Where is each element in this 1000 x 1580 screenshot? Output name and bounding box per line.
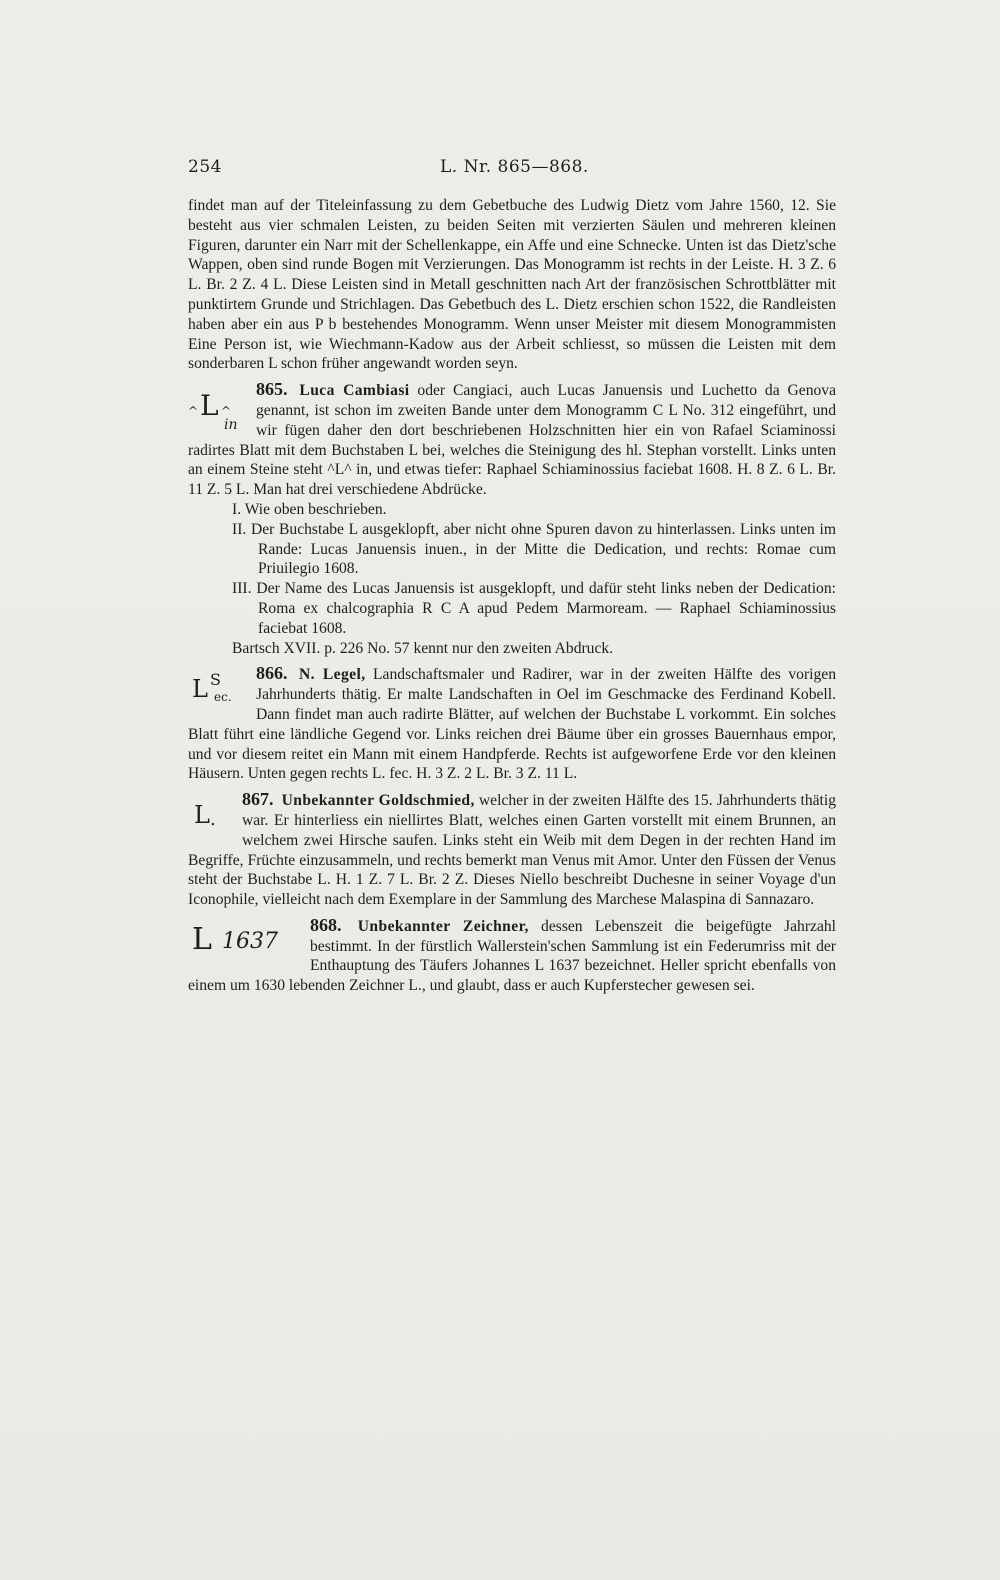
entry-865-name: Luca Cambiasi (299, 382, 410, 400)
monogram-868-year: 1637 (222, 928, 278, 954)
entry-866-number: 866. (256, 663, 288, 684)
entry-865-text: oder Cangiaci, auch Lucas Januensis und Luchetto da Genova genannt, ist schon im zweiten Bande unter dem Monogramm C L No. 312 eingeführt, und wir fügen daher den dort beschriebenen Holzschnitten hier ein von Rafael Sciaminossi radirtes Blatt mit dem Buchstaben L bei, welches die Steinigung des hl. Stephan vorstellt. Links unten an einem Steine steht ^L^ in, und etwas tiefer: Raphael Schiaminossius faciebat 1608. H. 8 Z. 6 L. Br. 11 Z. 5 L. Man hat drei verschiedene Abdrücke. (188, 382, 837, 499)
entry-866-name: N. Legel, (299, 666, 366, 684)
monogram-867 (188, 792, 238, 836)
monogram-868 (188, 918, 306, 966)
entry-865 (188, 380, 836, 658)
entry-868-name: Unbekannter Zeichner, (357, 917, 529, 935)
entry-867-number: 867. (242, 789, 274, 810)
entry-865-state-3: III. Der Name des Lucas Januensis ist ausgeklopft, und dafür steht links neben der Dedication: Roma ex chalcographia R C A apud Pedem Marmoream. — Raphael Schiaminossius faciebat 1608. (232, 580, 836, 637)
monogram-866-s: S (210, 670, 221, 690)
running-header (188, 157, 836, 183)
monogram-865 (188, 382, 252, 434)
monogram-866 (188, 666, 252, 712)
monogram-865-suffix: in (224, 417, 238, 434)
entry-868 (188, 916, 836, 996)
monogram-867-dot: . (210, 809, 216, 831)
entry-865-number: 865. (256, 379, 288, 400)
entry-867 (188, 790, 836, 910)
entry-867-name: Unbekannter Goldschmied, (281, 792, 475, 810)
entry-865-state-1: I. Wie oben beschrieben. (232, 500, 387, 518)
entry-868-text: dessen Lebenszeit die beigefügte Jahrzahl bestimmt. In der fürstlich Wallerstein'schen Sammlung ist ein Federumriss mit der Enthauptung des Täufers Johannes L 1637 bezeichnet. Heller spricht ebenfalls von einem um 1630 lebenden Zeichner L., und glaubt, dass er auch Kupferstecher gewesen sei. (188, 917, 837, 995)
monogram-865-caret-right: ^ (221, 404, 232, 419)
page-body (188, 196, 836, 996)
running-title: L. Nr. 865—868. (440, 157, 589, 177)
monogram-865-caret-left: ^ (188, 404, 199, 419)
intro-paragraph: findet man auf der Titeleinfassung zu dem Gebetbuche des Ludwig Dietz vom Jahre 1560, 12. Sie besteht aus vier schmalen Leisten, zu beiden Seiten mit verzierten Säulen und mehreren kleinen Figuren, darunter ein Narr mit der Schellenkappe, ein Affe und eine Schnecke. Unten ist das Dietz'sche Wappen, oben sind runde Bogen mit Verzierungen. Das Monogramm ist rechts in der Leiste. H. 3 Z. 6 L. Br. 2 Z. 4 L. Diese Leisten sind in Metall geschnitten nach Art der französischen Schrottblätter mit punktirtem Grunde und Strichlagen. Das Gebetbuch des L. Dietz erschien schon 1522, die Randleisten haben aber ein aus P b bestehendes Monogramm. Wenn unser Meister mit diesem Monogrammisten Eine Person ist, wie Wiechmann-Kadow aus der Arbeit schliesst, so müssen die Leisten mit dem sonderbaren L schon früher angewandt worden seyn. (188, 197, 836, 373)
entry-865-state-2: II. Der Buchstabe L ausgeklopft, aber nicht ohne Spuren davon zu hinterlassen. Links unten im Rande: Lucas Januensis inuen., in der Mitte die Dedication, und rechts: Romae cum Priuilegio 1608. (232, 520, 836, 578)
entry-867-text: welcher in der zweiten Hälfte des 15. Jahrhunderts thätig war. Er hinterliess ein niellirtes Blatt, welches einen Garten vorstellt mit einem Brunnen, an welchem zwei Hirsche saufen. Links steht ein Weib mit dem Degen in der rechten Hand im Begriffe, Früchte einzusammeln, und rechts bemerkt man Venus mit Amor. Unter den Füssen der Venus steht der Buchstabe L. H. 1 Z. 7 L. Br. 2 Z. Dieses Niello beschreibt Duchesne in seiner Voyage d'un Iconophile, vielleicht nach dem Exemplare in der Sammlung des Marchese Malaspina di Sannazaro. (188, 792, 836, 909)
entry-865-reference: Bartsch XVII. p. 226 No. 57 kennt nur den zweiten Abdruck. (232, 639, 614, 657)
monogram-867-letter: L (194, 801, 210, 830)
monogram-865-letter: L (200, 389, 219, 423)
entry-866 (188, 664, 836, 784)
monogram-866-letter: L (192, 675, 208, 704)
monogram-868-letter: L (192, 921, 212, 957)
entry-866-text: Landschaftsmaler und Radirer, war in der zweiten Hälfte des vorigen Jahrhunderts thätig. Er malte Landschaften in Oel im Geschmacke des Ferdinand Kobell. Dann findet man auch radirte Blätter, auf welchen der Buchstabe L vorkommt. Ein solches Blatt führt eine ländliche Gegend vor. Links reichen drei Bäume über ein grosses Bauernhaus empor, und vor diesem reitet ein Mann mit einem Handpferde. Rechts ist aufgeworfene Erde vor den kleinen Häusern. Unten gegen rechts L. fec. H. 3 Z. 2 L. Br. 3 Z. 11 L. (188, 666, 836, 783)
monogram-866-suffix: ec. (214, 690, 232, 705)
page-number: 254 (188, 157, 222, 177)
entry-868-number: 868. (310, 914, 342, 935)
